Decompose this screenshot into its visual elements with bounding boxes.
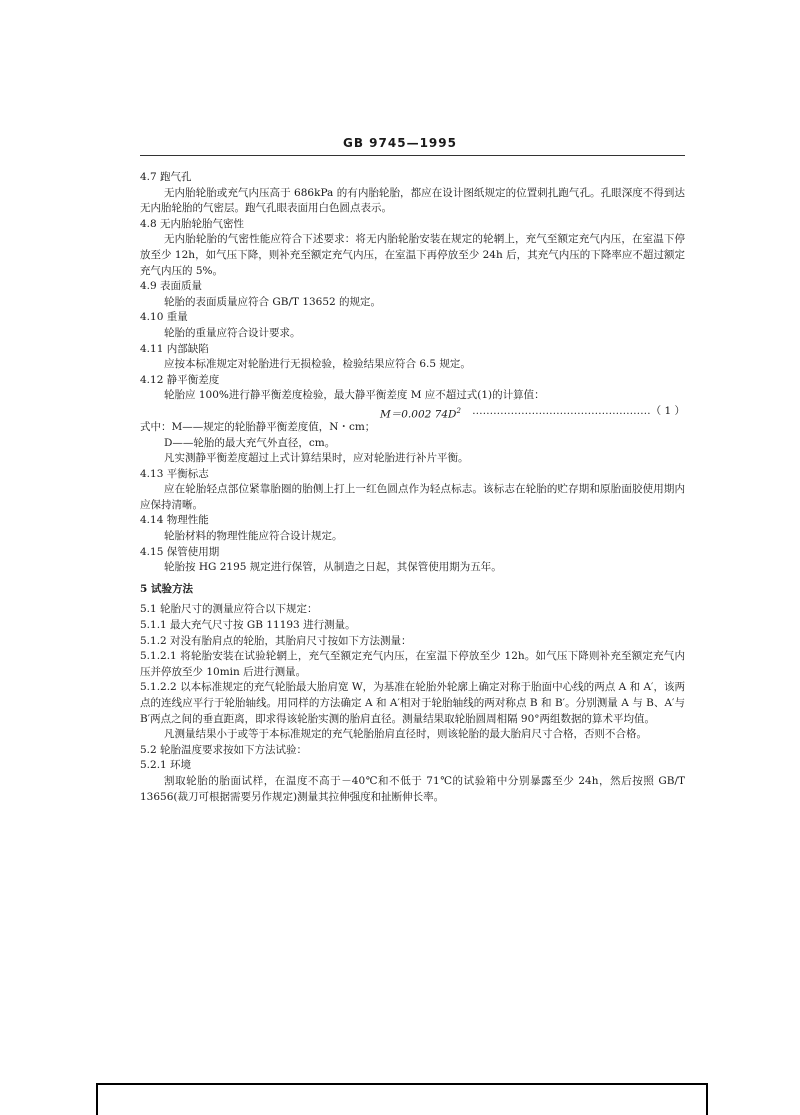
footer-frame xyxy=(96,1083,708,1115)
section-4-14-text: 轮胎材料的物理性能应符合设计规定。 xyxy=(164,530,343,543)
section-5-2-1: 5.2.1 环境 xyxy=(140,759,192,772)
section-4-12-heading: 4.12 静平衡差度 xyxy=(140,373,220,386)
section-4-14-heading: 4.14 物理性能 xyxy=(140,514,209,527)
section-4-9-heading: 4.9 表面质量 xyxy=(140,280,203,293)
formula-where-m: 式中：M——规定的轮胎静平衡差度值，N・cm； xyxy=(140,420,376,433)
section-5-2-1-text: 割取轮胎的胎面试样，在温度不高于－40℃和不低于 71℃的试验箱中分别暴露至少 24h，然后按照 GB/T 13656(裁刀可根据需要另作规定)测量其拉伸强度和扯断伸长率。 xyxy=(140,774,685,803)
header-rule xyxy=(140,155,685,156)
section-4-7-heading: 4.7 跑气孔 xyxy=(140,171,192,183)
section-4-8-heading: 4.8 无内胎轮胎气密性 xyxy=(140,217,245,230)
section-4-10-text: 轮胎的重量应符合设计要求。 xyxy=(164,326,301,339)
formula-number: ……………………………………………（ 1 ） xyxy=(472,404,685,417)
section-4-11-heading: 4.11 内部缺陷 xyxy=(140,342,209,355)
section-4-8-text: 无内胎轮胎的气密性能应符合下述要求：将无内胎轮胎安装在规定的轮辋上，充气至额定充气内压，在室温下停放至少 12h，如气压下降，则补充至额定充气内压，在室温下再停放至少 24h 后，其充气内压的下降率应不超过额定充气内压的 5%。 xyxy=(140,233,685,277)
formula-expression xyxy=(380,404,461,423)
section-5-1-1: 5.1.1 最大充气尺寸按 GB 11193 进行测量。 xyxy=(140,619,356,632)
section-4-12-text: 轮胎应 100%进行静平衡差度检验，最大静平衡差度 M 应不超过式(1)的计算值： xyxy=(164,389,545,402)
section-5-1-2: 5.1.2 对没有胎肩点的轮胎，其胎肩尺寸按如下方法测量： xyxy=(140,634,412,647)
section-4-11-text: 应按本标准规定对轮胎进行无损检验，检验结果应符合 6.5 规定。 xyxy=(164,358,471,371)
section-4-15-heading: 4.15 保管使用期 xyxy=(140,545,220,558)
document-body xyxy=(140,170,685,805)
section-4-10-heading: 4.10 重量 xyxy=(140,311,188,324)
document-header: GB 9745—1995 xyxy=(343,136,457,150)
section-4-13-heading: 4.13 平衡标志 xyxy=(140,467,209,480)
formula-1 xyxy=(140,404,685,420)
section-5-1-2-2: 5.1.2.2 以本标准规定的充气轮胎最大胎肩宽 W，为基准在轮胎外轮廓上确定对称于胎面中心线的两点 A 和 A′，该两点的连线应平行于轮胎轴线。用同样的方法确定 A 和 A′相对于轮胎轴线的两对称点 B 和 B′。分别测量 A 与 B、A′与 B′两点之间的垂直距离，即求得该轮胎实测的胎肩直径。测量结果取轮胎圆周相隔 90°两组数据的算术平均值。 xyxy=(140,681,685,725)
section-5-2: 5.2 轮胎温度要求按如下方法试验： xyxy=(140,743,308,756)
section-4-12-text-2: 凡实测静平衡差度超过上式计算结果时，应对轮胎进行补片平衡。 xyxy=(164,452,469,465)
section-5-heading: 5 试验方法 xyxy=(140,582,193,595)
section-4-7-text: 无内胎轮胎或充气内压高于 686kPa 的有内胎轮胎，都应在设计图纸规定的位置刺扎跑气孔。孔眼深度不得到达无内胎轮胎的气密层。跑气孔眼表面用白色圆点表示。 xyxy=(140,186,685,215)
section-4-15-text: 轮胎按 HG 2195 规定进行保管，从制造之日起，其保管使用期为五年。 xyxy=(164,561,502,574)
section-5-1-2-1: 5.1.2.1 将轮胎安装在试验轮辋上，充气至额定充气内压，在室温下停放至少 12h。如气压下降则补充至额定充气内压并停放至少 10min 后进行测量。 xyxy=(140,650,685,678)
formula-where-d: D——轮胎的最大充气外直径，cm。 xyxy=(164,436,336,449)
section-4-13-text: 应在轮胎轻点部位紧靠胎圈的胎侧上打上一红色圆点作为轻点标志。该标志在轮胎的贮存期和原胎面胶使用期内应保持清晰。 xyxy=(140,483,685,511)
section-4-9-text: 轮胎的表面质量应符合 GB/T 13652 的规定。 xyxy=(164,295,382,308)
section-5-1: 5.1 轮胎尺寸的测量应符合以下规定： xyxy=(140,603,318,616)
formula-exponent: 2 xyxy=(456,406,461,415)
section-5-1-2-2-text: 凡测量结果小于或等于本标准规定的充气轮胎胎肩直径时，则该轮胎的最大胎肩尺寸合格，否则不合格。 xyxy=(164,728,647,741)
formula-body: M＝0.002 74D xyxy=(380,408,457,421)
